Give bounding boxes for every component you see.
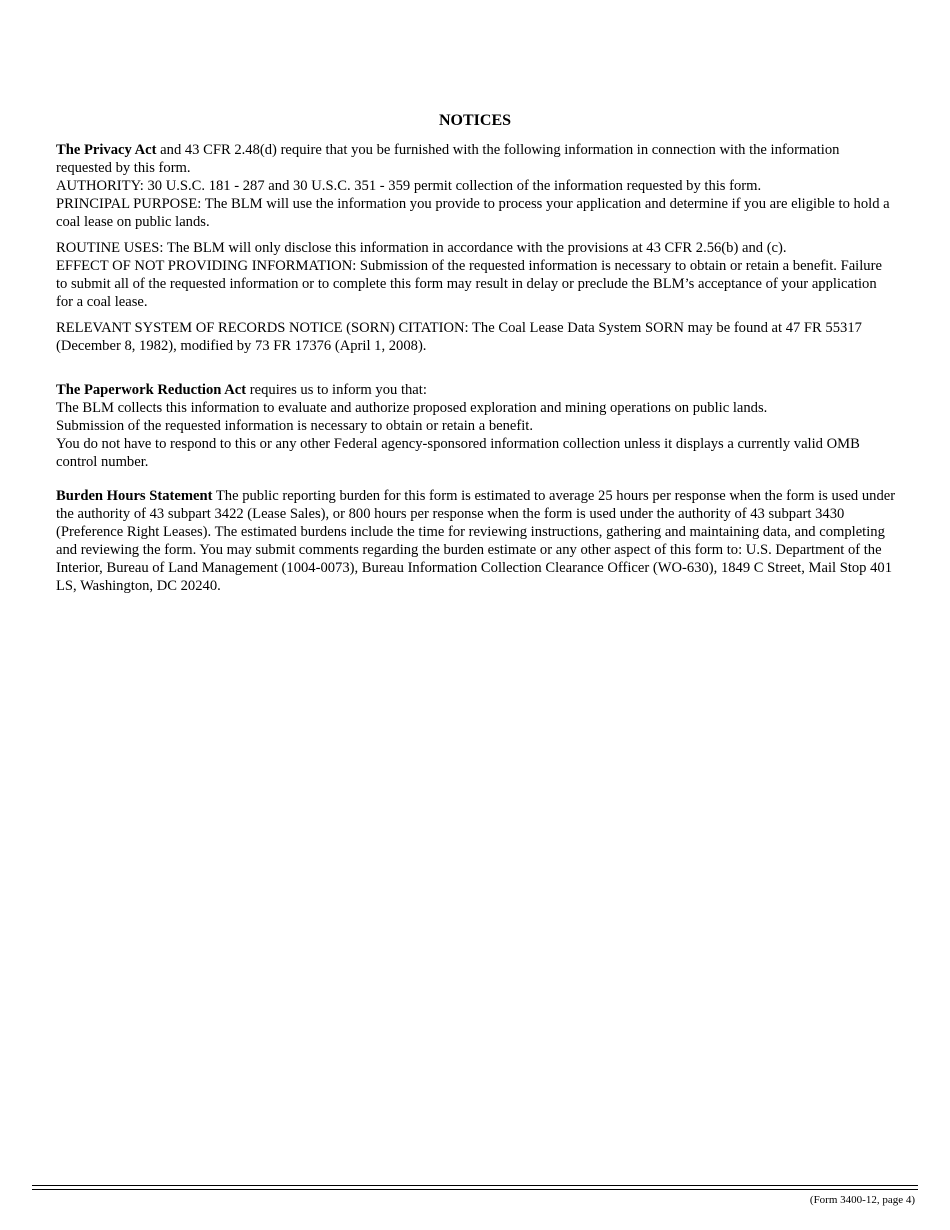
- paperwork-line-1: The BLM collects this information to evaluate and authorize proposed exploration and mining operations on public lands.: [56, 400, 768, 416]
- principal-purpose-statement: PRINCIPAL PURPOSE: The BLM will use the information you provide to process your application and determine if you are eligible to hold a coal lease on public lands.: [56, 196, 890, 230]
- page-title: NOTICES: [438, 112, 512, 129]
- authority-statement: AUTHORITY: 30 U.S.C. 181 - 287 and 30 U.S.C. 351 - 359 permit collection of the information requested by this form.: [56, 178, 762, 194]
- footer-rule-bottom: [32, 1189, 918, 1190]
- paperwork-act-intro: [56, 381, 896, 399]
- privacy-act-heading: The Privacy Act: [56, 142, 157, 158]
- paperwork-line-3: You do not have to respond to this or any other Federal agency-sponsored information collection unless it displays a currently valid OMB control number.: [56, 436, 860, 470]
- paperwork-act-intro-text: requires us to inform you that:: [246, 382, 427, 398]
- sorn-statement: RELEVANT SYSTEM OF RECORDS NOTICE (SORN) CITATION: The Coal Lease Data System SORN may be found at 47 FR 55317 (December 8, 1982), modified by 73 FR 17376 (April 1, 2008).: [56, 320, 862, 354]
- notices-content: [56, 141, 896, 595]
- burden-hours-text: The public reporting burden for this form is estimated to average 25 hours per response when the form is used under the authority of 43 subpart 3422 (Lease Sales), or 800 hours per response when the form is used under the authority of 43 subpart 3430 (Preference Right Leases). The estimated burdens include the time for reviewing instructions, gathering and maintaining data, and completing and reviewing the form. You may submit comments regarding the burden estimate or any other aspect of this form to: U.S. Department of the Interior, Bureau of Land Management (1004-0073), Bureau Information Collection Clearance Officer (WO-630), 1849 C Street, Mail Stop 401 LS, Washington, DC 20240.: [56, 488, 896, 594]
- routine-uses-statement: ROUTINE USES: The BLM will only disclose this information in accordance with the provisions at 43 CFR 2.56(b) and (c).: [56, 240, 787, 256]
- burden-hours-statement: [56, 487, 896, 595]
- paperwork-act-heading: The Paperwork Reduction Act: [56, 382, 247, 398]
- burden-hours-heading: Burden Hours Statement: [56, 488, 213, 504]
- footer-rule-top: [32, 1185, 918, 1186]
- effect-statement: EFFECT OF NOT PROVIDING INFORMATION: Submission of the requested information is necessary to obtain or retain a benefit. Failure to submit all of the requested information or to complete this form may result in delay or preclude the BLM’s acceptance of your application for a coal lease.: [56, 258, 882, 310]
- privacy-act-intro: [56, 141, 896, 177]
- form-page-footer: (Form 3400-12, page 4): [809, 1194, 915, 1206]
- paperwork-line-2: Submission of the requested information is necessary to obtain or retain a benefit.: [56, 418, 534, 434]
- privacy-act-intro-text: and 43 CFR 2.48(d) require that you be furnished with the following information in connection with the information requested by this form.: [56, 142, 840, 176]
